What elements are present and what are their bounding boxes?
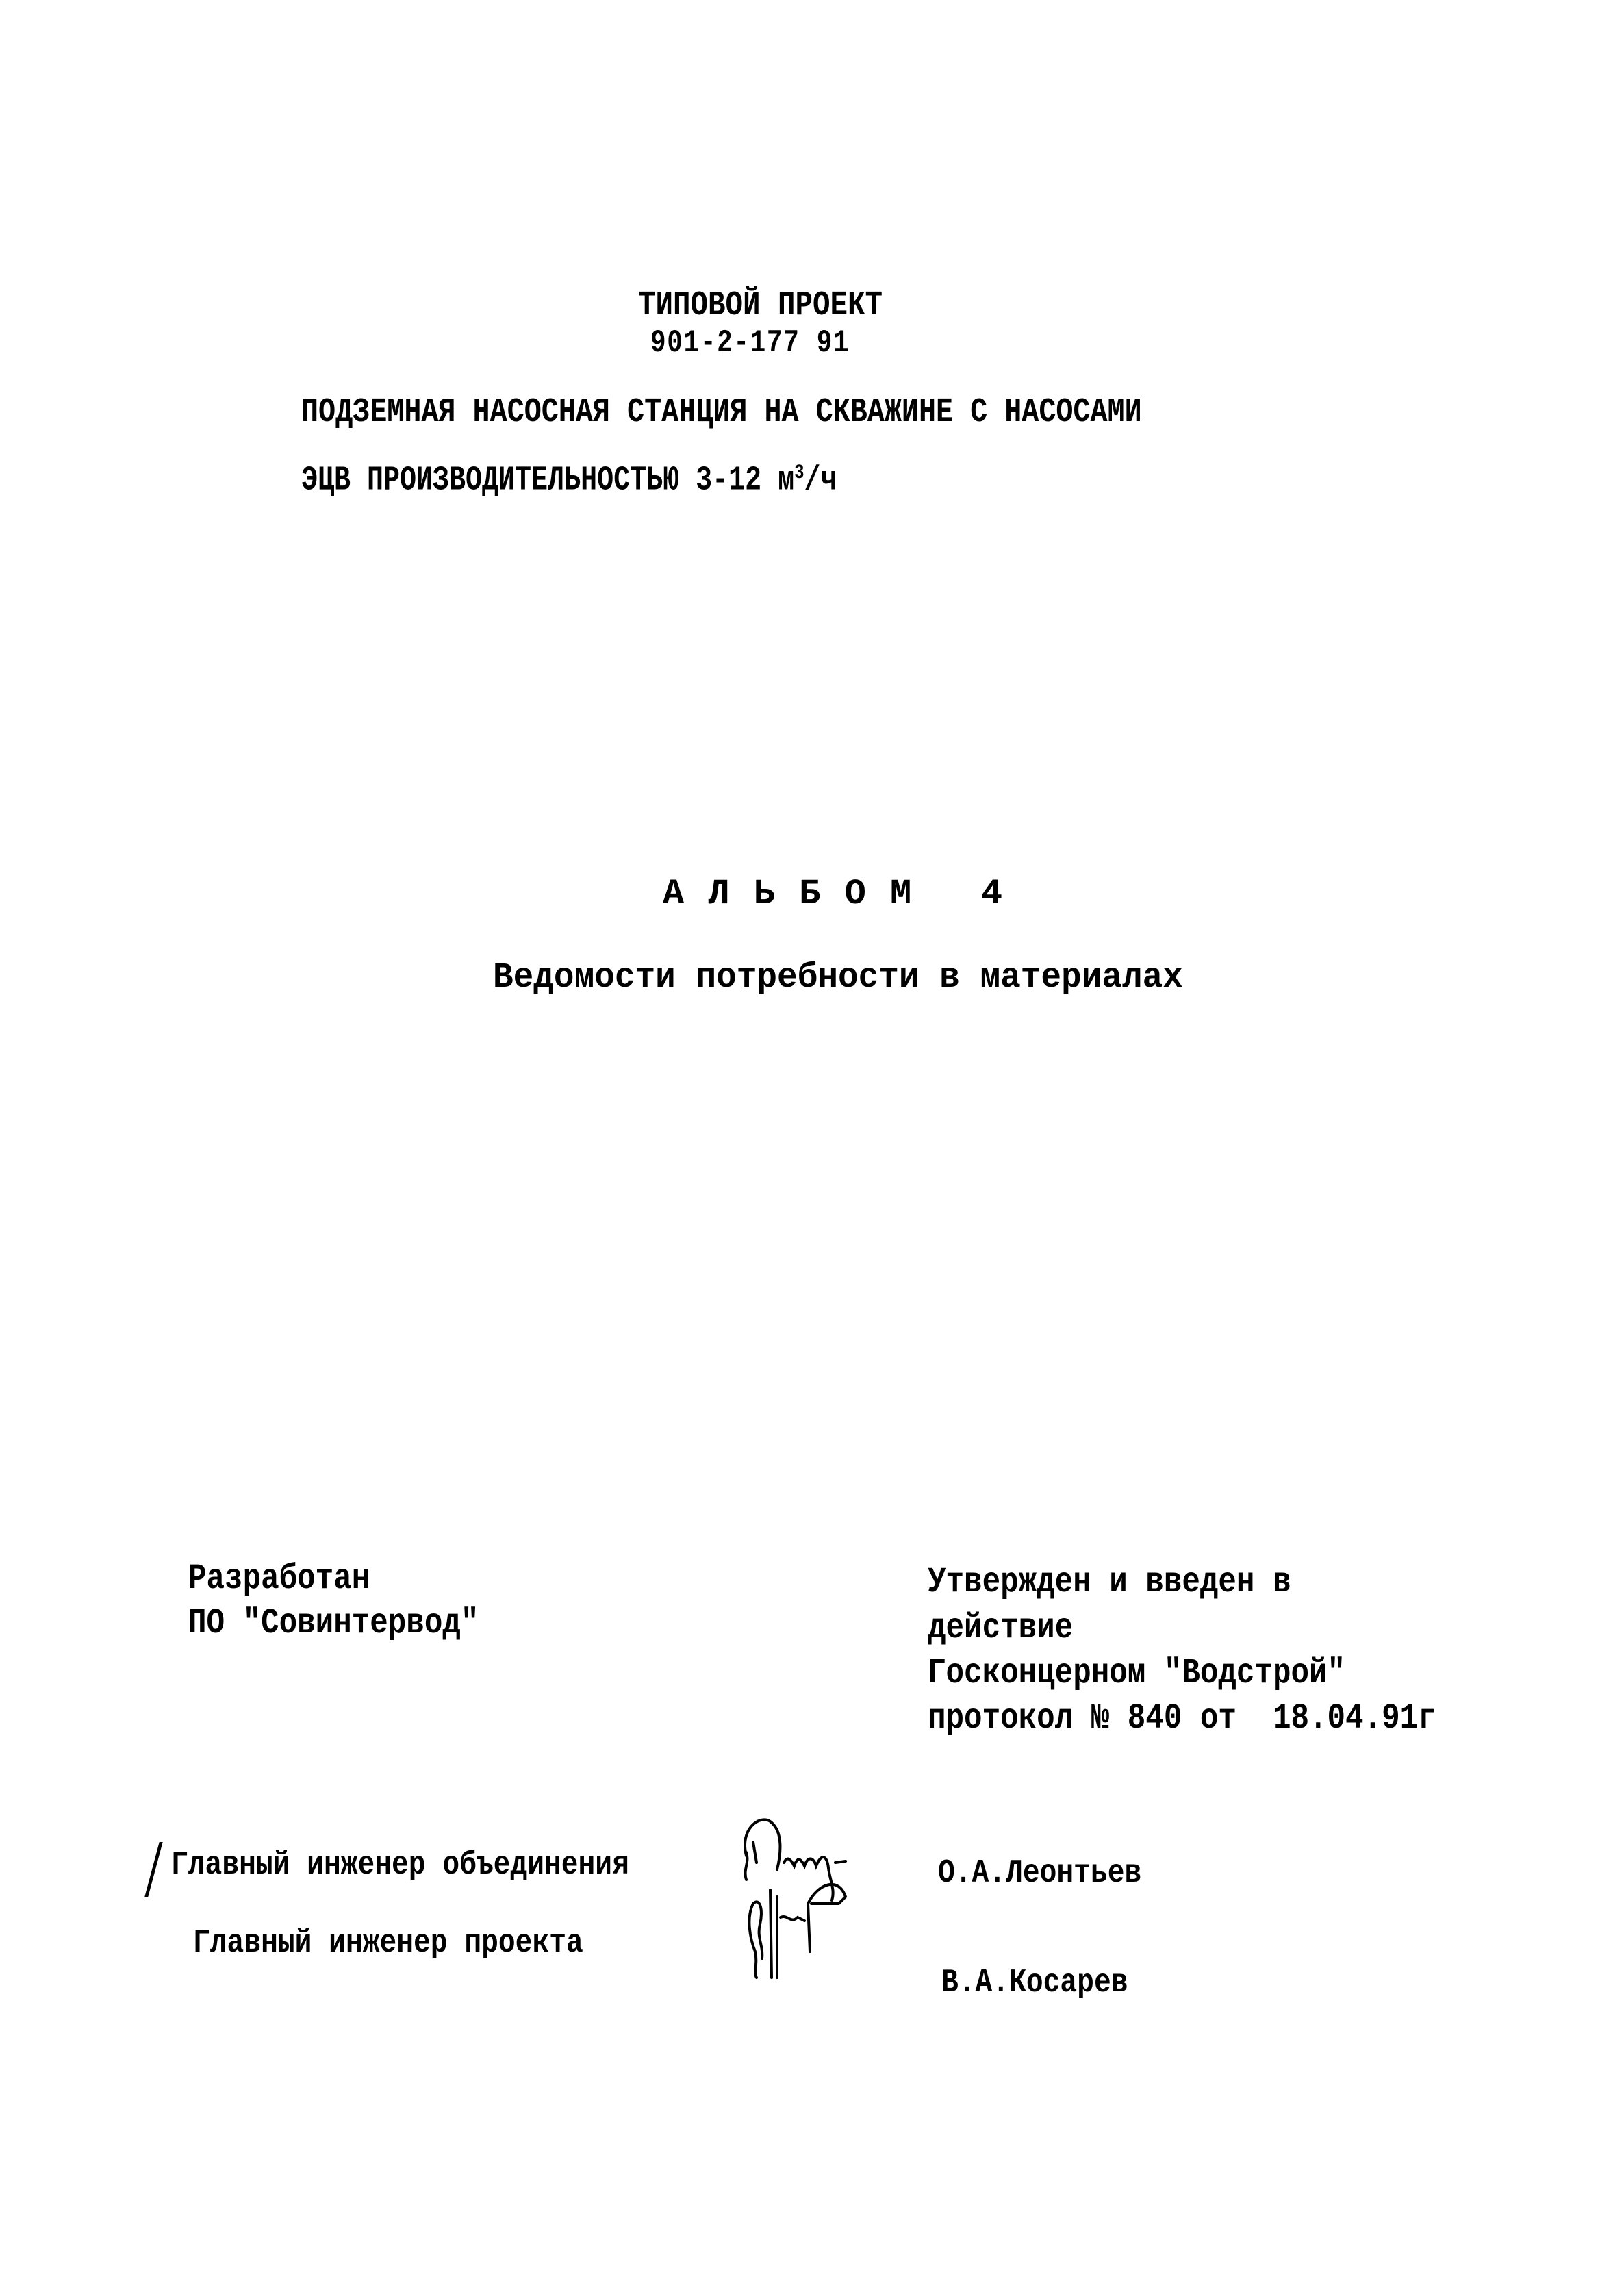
signature-name-2: В.А.Косарев: [941, 1965, 1128, 2002]
signature-name-1: О.А.Леонтьев: [938, 1855, 1142, 1892]
approved-line1: Утвержден и введен в: [928, 1562, 1291, 1602]
title-line2-superscript: 3: [794, 462, 804, 485]
approved-line3: Госконцерном "Водстрой": [928, 1653, 1346, 1693]
title-line2-unit: /ч: [804, 461, 837, 501]
doc-type: ТИПОВОЙ ПРОЕКТ: [638, 286, 883, 325]
signature-role-1: Главный инженер объединения: [171, 1847, 629, 1884]
margin-slash-mark: [144, 1842, 168, 1897]
title-line2-text: ЭЦВ ПРОИЗВОДИТЕЛЬНОСТЬЮ 3-12 м: [301, 461, 795, 501]
approved-protocol: протокол № 840 от 18.04.91г: [928, 1698, 1436, 1739]
approved-line2: действие: [928, 1608, 1074, 1648]
album-label: А Л Ь Б О М 4: [663, 874, 1004, 914]
developed-org: ПО "Совинтервод": [188, 1603, 479, 1643]
project-title-line1: ПОДЗЕМНАЯ НАСОСНАЯ СТАНЦИЯ НА СКВАЖИНЕ С НАСОСАМИ: [301, 393, 1142, 432]
signature-role-2: Главный инженер проекта: [193, 1925, 583, 1962]
album-description: Ведомости потребности в материалах: [493, 957, 1183, 998]
doc-number: 901-2-177 91: [650, 325, 850, 361]
developed-label: Разработан: [188, 1559, 370, 1599]
project-title-line2: [301, 463, 837, 499]
